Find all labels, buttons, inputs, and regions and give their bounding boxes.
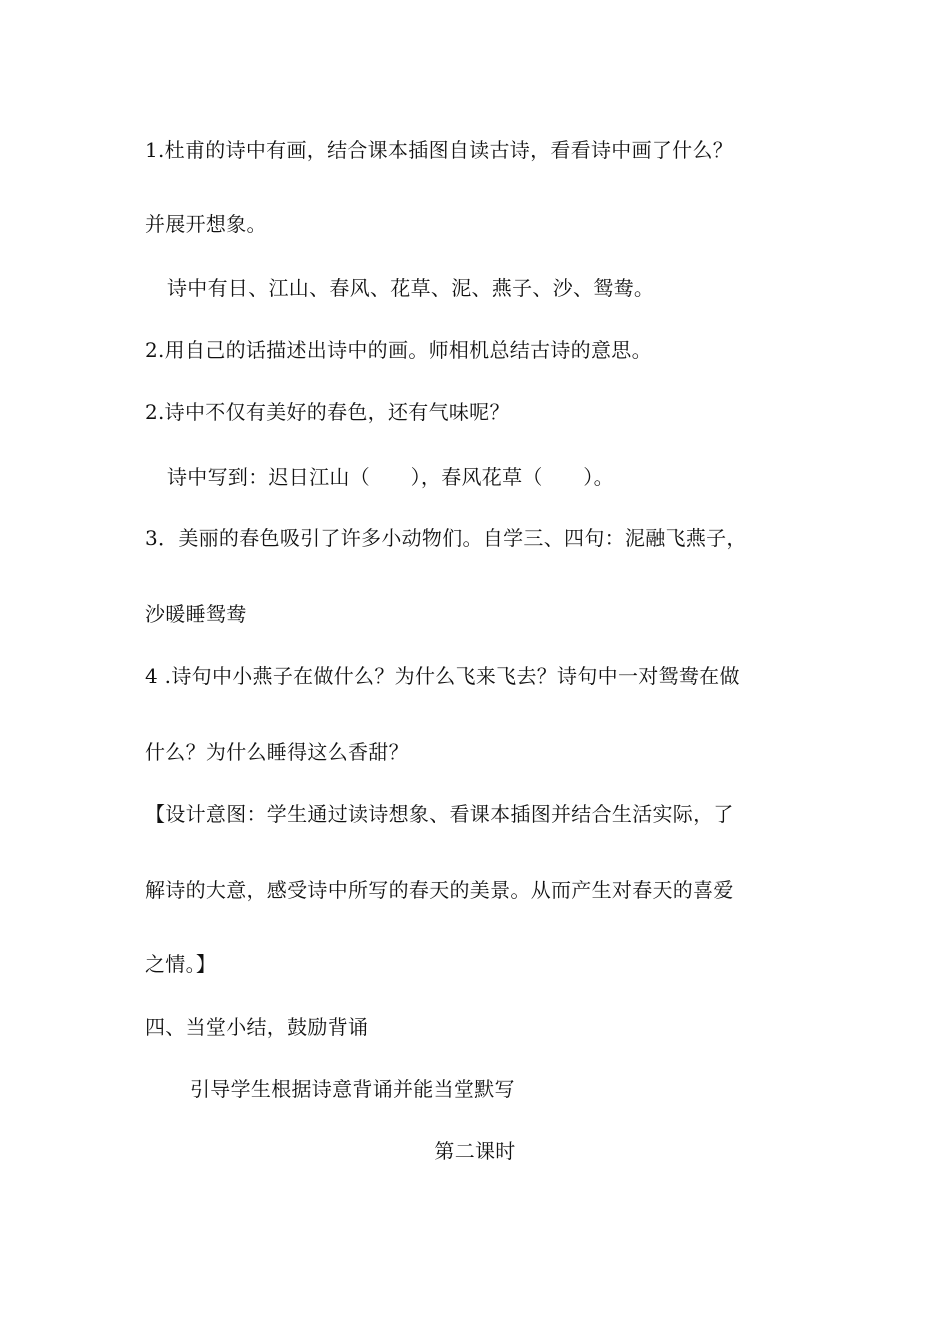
poem-imagery-answer: 诗中有日、江山、春风、花草、泥、燕子、沙、鸳鸯。 [167, 276, 655, 300]
question-3-line-1: 3．美丽的春色吸引了许多小动物们。自学三、四句：泥融飞燕子， [145, 526, 747, 550]
section-four-guidance: 引导学生根据诗意背诵并能当堂默写 [190, 1077, 515, 1101]
fill-in-blank-line: 诗中写到：迟日江山（ ），春风花草（ ）。 [167, 465, 614, 489]
question-2-describe: 2.用自己的话描述出诗中的画。师相机总结古诗的意思。 [145, 338, 652, 362]
design-intent-line-2: 解诗的大意，感受诗中所写的春天的美景。从而产生对春天的喜爱 [145, 878, 734, 902]
question-3-line-2: 沙暖睡鸳鸯 [145, 602, 247, 626]
second-lesson-heading: 第二课时 [434, 1139, 516, 1163]
question-1-line-2: 并展开想象。 [145, 212, 267, 236]
design-intent-line-3: 之情。】 [145, 952, 217, 976]
question-1-line-1: 1.杜甫的诗中有画，结合课本插图自读古诗，看看诗中画了什么？ [145, 138, 734, 162]
question-4-line-2: 什么？为什么睡得这么香甜？ [145, 740, 409, 764]
section-four-heading: 四、当堂小结，鼓励背诵 [145, 1015, 369, 1039]
design-intent-line-1: 【设计意图：学生通过读诗想象、看课本插图并结合生活实际，了 [145, 802, 734, 826]
question-2-smell: 2.诗中不仅有美好的春色，还有气味呢？ [145, 400, 510, 424]
question-4-line-1: 4 .诗句中小燕子在做什么？为什么飞来飞去？诗句中一对鸳鸯在做 [145, 664, 740, 688]
